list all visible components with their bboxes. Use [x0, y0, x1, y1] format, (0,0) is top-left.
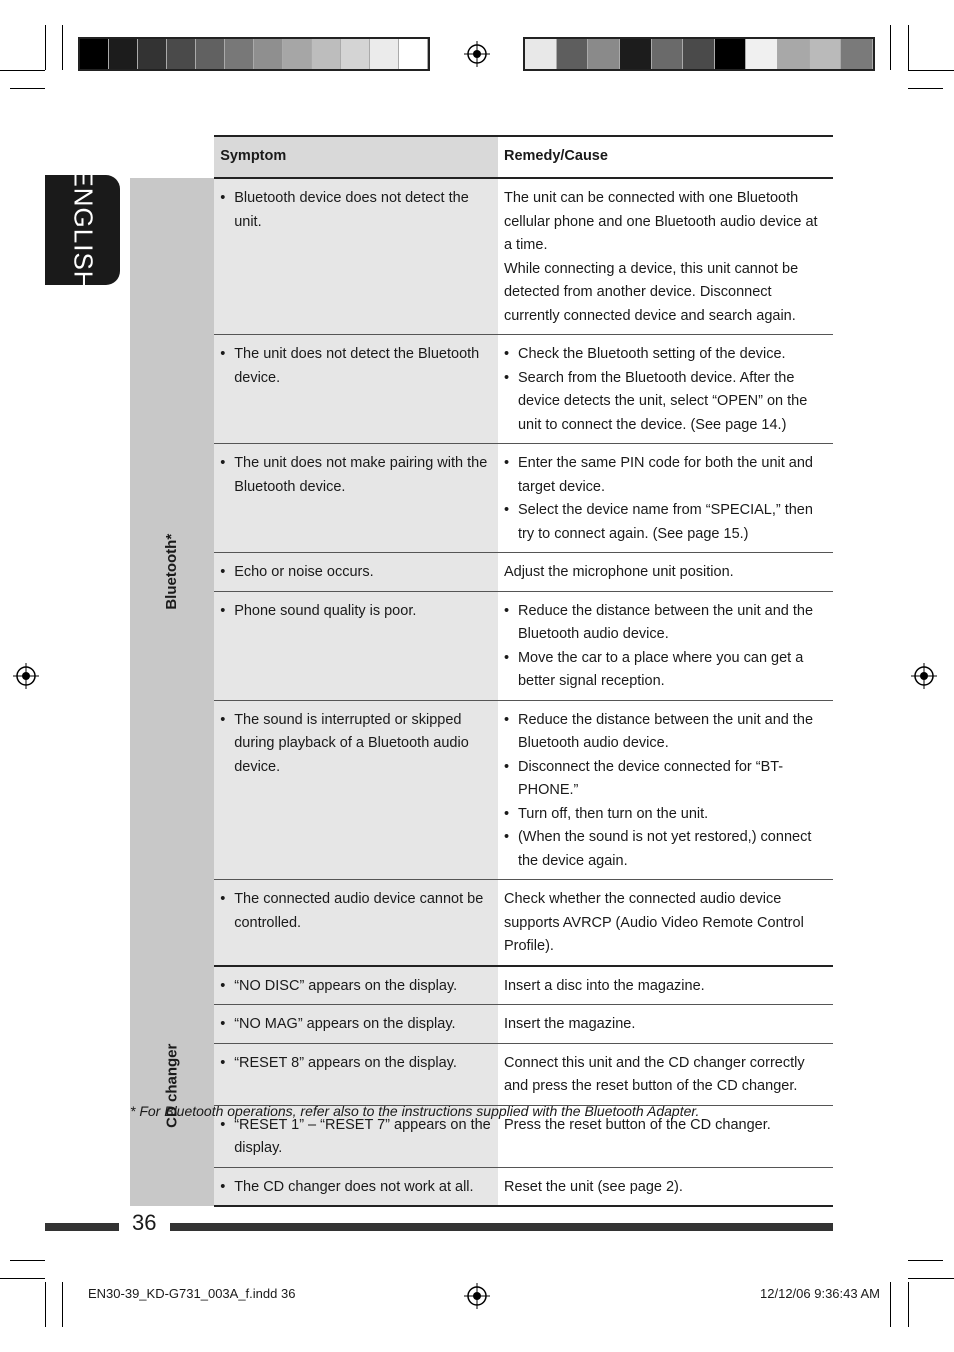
remedy-bullet: • Turn off, then turn on the unit.: [518, 803, 827, 827]
symptom-text: • The sound is interrupted or skipped during playback of a Bluetooth audio device.: [234, 709, 492, 780]
color-calibration-bar-right: [523, 37, 875, 71]
registration-mark-icon: [464, 1283, 490, 1309]
symptom-text: • Echo or noise occurs.: [234, 561, 492, 585]
remedy-cell: [498, 335, 833, 444]
troubleshooting-table: [130, 135, 833, 1207]
crop-mark: [0, 1278, 45, 1279]
page-number: 36: [132, 1210, 157, 1235]
symptom-text: • “RESET 1” – “RESET 7” appears on the display.: [234, 1114, 492, 1161]
symptom-cell: [214, 1005, 498, 1044]
symptom-text: • The connected audio device cannot be controlled.: [234, 888, 492, 935]
remedy-bullet: • Search from the Bluetooth device. After the device detects the unit, select “OPEN” on the unit to connect the device. (See page 14.): [518, 367, 827, 438]
remedy-text: While connecting a device, this unit cannot be detected from another device. Disconnect currently connected device and search again.: [503, 260, 799, 324]
symptom-text: • The unit does not detect the Bluetooth device.: [234, 343, 492, 390]
remedy-bullet: • Select the device name from “SPECIAL,” then try to connect again. (See page 15.): [518, 499, 827, 546]
remedy-text: Connect this unit and the CD changer correctly and press the reset button of the CD changer.: [503, 1054, 805, 1094]
footer-rule-left: [45, 1223, 119, 1231]
registration-mark-icon: [464, 41, 490, 67]
language-tab: [45, 169, 120, 291]
table-row: [130, 1167, 833, 1206]
language-tab-label: ENGLISH: [68, 169, 98, 291]
table-row: [130, 880, 833, 966]
remedy-cell: [498, 553, 833, 592]
symptom-cell: [214, 444, 498, 553]
category-label: CD changer: [163, 1043, 181, 1128]
symptom-cell: [214, 1043, 498, 1105]
footer-rule-right: [170, 1223, 833, 1231]
remedy-text: The unit can be connected with one Bluetooth cellular phone and one Bluetooth audio device at a time.: [503, 190, 818, 253]
remedy-bullet: • (When the sound is not yet restored,) connect the device again.: [518, 826, 827, 873]
symptom-cell: [214, 1167, 498, 1206]
remedy-bullet: • Check the Bluetooth setting of the device.: [518, 343, 827, 367]
symptom-cell: [214, 178, 498, 335]
remedy-cell: [498, 178, 833, 335]
symptom-text: • The unit does not make pairing with the Bluetooth device.: [234, 452, 492, 499]
crop-mark: [0, 70, 45, 71]
remedy-text: Insert a disc into the magazine.: [503, 977, 705, 994]
slug-timestamp: 12/12/06 9:36:43 AM: [760, 1286, 880, 1301]
symptom-cell: [214, 553, 498, 592]
remedy-cell: [498, 880, 833, 966]
crop-mark: [890, 1282, 891, 1327]
table-row: [130, 700, 833, 880]
crop-mark: [908, 88, 943, 89]
color-calibration-bar-left: [78, 37, 430, 71]
table-row: [130, 178, 833, 335]
registration-mark-icon: [13, 663, 39, 689]
remedy-cell: [498, 966, 833, 1005]
table-row: [130, 335, 833, 444]
crop-mark: [908, 25, 909, 70]
remedy-bullet: • Disconnect the device connected for “BT-PHONE.”: [518, 756, 827, 803]
category-cell: [130, 966, 214, 1207]
remedy-text: Check whether the connected audio device supports AVRCP (Audio Video Remote Control Profile).: [503, 891, 804, 954]
remedy-bullet: • Reduce the distance between the unit and the Bluetooth audio device.: [518, 709, 827, 756]
remedy-text: Insert the magazine.: [503, 1016, 636, 1032]
category-label: Bluetooth*: [163, 533, 181, 610]
footnote: * For Bluetooth operations, refer also to the instructions supplied with the Bluetooth Adapter.: [130, 1103, 700, 1119]
crop-mark: [10, 88, 45, 89]
slug-filename: EN30-39_KD-G731_003A_f.indd 36: [88, 1286, 296, 1301]
symptom-text: • “NO MAG” appears on the display.: [234, 1013, 492, 1037]
symptom-cell: [214, 966, 498, 1005]
remedy-text: Reset the unit (see page 2).: [503, 1178, 683, 1195]
symptom-text: • Bluetooth device does not detect the unit.: [234, 187, 492, 234]
remedy-cell: [498, 444, 833, 553]
symptom-cell: [214, 880, 498, 966]
symptom-text: • “RESET 8” appears on the display.: [234, 1052, 492, 1076]
crop-mark: [908, 70, 954, 71]
crop-mark: [908, 1260, 943, 1261]
symptom-cell: [214, 700, 498, 880]
header-blank-cell: [130, 136, 214, 178]
remedy-bullet: • Reduce the distance between the unit and the Bluetooth audio device.: [518, 600, 827, 647]
remedy-cell: [498, 700, 833, 880]
remedy-bullet: • Enter the same PIN code for both the unit and target device.: [518, 452, 827, 499]
remedy-cell: [498, 591, 833, 700]
registration-mark-icon: [911, 663, 937, 689]
symptom-text: • The CD changer does not work at all.: [234, 1176, 492, 1200]
crop-mark: [45, 25, 46, 70]
remedy-cell: [498, 1167, 833, 1206]
crop-mark: [908, 1282, 909, 1327]
crop-mark: [908, 1278, 954, 1279]
symptom-cell: [214, 335, 498, 444]
table-row: [130, 444, 833, 553]
crop-mark: [45, 1282, 46, 1327]
remedy-text: Press the reset button of the CD changer.: [503, 1116, 771, 1133]
table-row: [130, 591, 833, 700]
remedy-cell: [498, 1005, 833, 1044]
crop-mark: [890, 25, 891, 70]
table-row: [130, 1043, 833, 1105]
table-body: [130, 178, 833, 1206]
symptom-cell: [214, 591, 498, 700]
symptom-text: • Phone sound quality is poor.: [234, 600, 492, 624]
symptom-text: • “NO DISC” appears on the display.: [234, 975, 492, 999]
table-row: [130, 553, 833, 592]
header-symptom: Symptom: [214, 136, 498, 178]
crop-mark: [62, 1282, 63, 1327]
remedy-bullet: • Move the car to a place where you can get a better signal reception.: [518, 647, 827, 694]
category-cell: [130, 178, 214, 966]
table-row: [130, 1005, 833, 1044]
crop-mark: [62, 25, 63, 70]
table-header-row: [130, 136, 833, 178]
remedy-text: Adjust the microphone unit position.: [503, 564, 734, 580]
table-row: [130, 966, 833, 1005]
crop-mark: [10, 1260, 45, 1261]
header-remedy: Remedy/Cause: [498, 136, 833, 178]
remedy-cell: [498, 1043, 833, 1105]
